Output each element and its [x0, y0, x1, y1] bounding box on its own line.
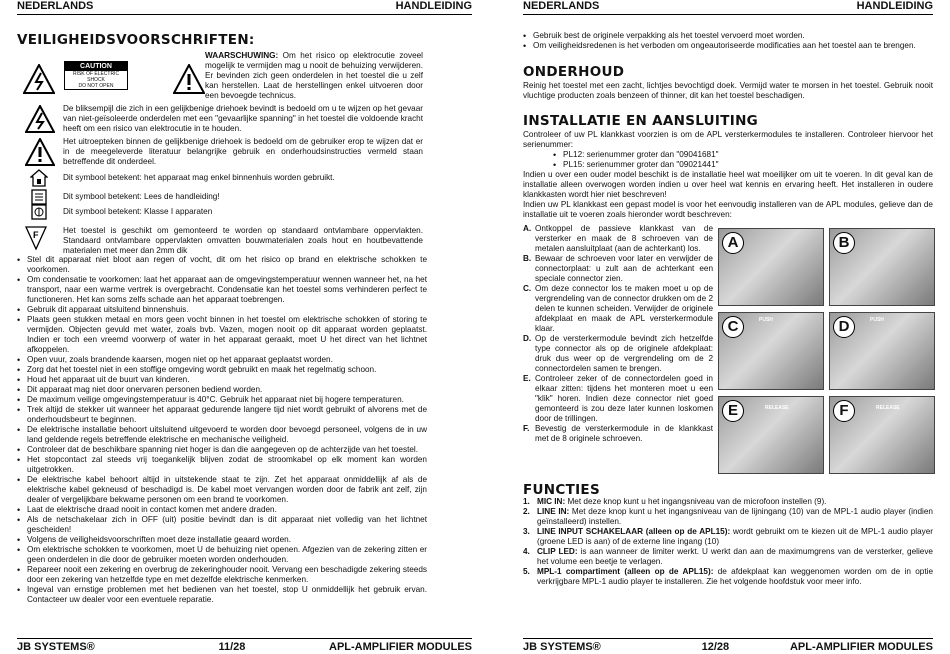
left-header [17, 0, 472, 15]
function-text: de afdekplaat kan weggenomen worden om de in optie verkrijgbare MPL-1 audio player te installeren. Zie het volgende hoofdstuk voor meer info. [537, 567, 933, 586]
step-letter: D. [523, 334, 532, 343]
lightning-icon [23, 64, 55, 94]
step-letter: A. [523, 224, 532, 233]
safety-bullet: • Zorg dat het toestel niet in een stoffige omgeving wordt gebruikt en maak het regelmatig schoon. [27, 365, 427, 375]
function-label: CLIP LED: [537, 547, 578, 556]
release-label: RELEASE [876, 405, 900, 411]
lightning-triangle-icon [25, 105, 55, 133]
right-header [523, 0, 933, 15]
serial-number-item: • PL12: serienummer groter dan "09041681" [563, 150, 933, 160]
installation-photo [718, 396, 824, 474]
step-text: Om deze connector los te maken moet u op de vergrendeling van de connector drukken om de 2 delen te kunnen scheiden. Verwijder de originele afdekplaat en maak de APL versterkermodule klaar. [535, 284, 713, 333]
installation-photo [718, 312, 824, 390]
safety-bullet: • Om condensatie te voorkomen: laat het apparaat aan de omgevingstemperatuur wennen wanneer het, na het transport, naar een warme vertrek is overgebracht. Condensatie kan het toestel soms verhinderen perfect te functioneren. Het kan soms zelfs schade aan het apparaat toebrengen. [27, 275, 427, 305]
function-body [537, 567, 933, 587]
flammable-surface-icon [25, 226, 47, 250]
safety-bullet: • Open vuur, zoals brandende kaarsen, mogen niet op het apparaat geplaatst worden. [27, 355, 427, 365]
push-label: PUSH [870, 317, 884, 323]
release-label: RELEASE [765, 405, 789, 411]
step-text: Bevestig de versterkermodule in de klankkast met de 8 originele schroeven. [535, 424, 713, 443]
installation-step [523, 284, 713, 334]
step-letter: B. [523, 254, 532, 263]
installation-photo [718, 228, 824, 306]
function-number: 3. [523, 527, 530, 536]
function-number: 4. [523, 547, 530, 556]
transport-bullet: • Gebruik best de originele verpakking als het toestel vervoerd moet worden. [533, 31, 933, 41]
function-text: is aan wanneer de limiter werkt. U werkt dan aan de maximumgrens van de versterker, gelieve het volume een beetje te verlagen. [537, 547, 933, 566]
symbol-class-text: Dit symbool betekent: Klasse I apparaten [63, 207, 213, 216]
safety-bullet: • De elektrische installatie behoort uitsluitend uitgevoerd te worden door bevoegd personeel, volgens de in uw land geldende regels betreffende elektrische en mechanische veiligheid. [27, 425, 427, 445]
function-number: 2. [523, 507, 530, 516]
warning-text: Om het risico op elektrocutie zoveel mogelijk te vermijden mag u nooit de behuizing verwijderen. Er bevinden zich geen onderdelen in het toestel die u zelf kan herstellen. Laat de herstellingen enkel uitvoeren door een bevoegde technicus. [205, 51, 423, 100]
serial-number-item: • PL15: serienummer groter dan "09021441" [563, 160, 933, 170]
installation-photos [718, 228, 933, 478]
photo-letter: C [722, 316, 744, 338]
installation-step [523, 334, 713, 374]
svg-text:F: F [33, 230, 39, 240]
header-language: NEDERLANDS [523, 0, 600, 12]
photo-letter: D [833, 316, 855, 338]
push-label: PUSH [759, 317, 773, 323]
safety-bullets [17, 255, 427, 605]
warning-label: WAARSCHUWING: [205, 51, 279, 60]
installation-photo [829, 396, 935, 474]
left-page [17, 0, 472, 654]
symbol-manual-text: Dit symbool betekent: Lees de handleiding! [63, 192, 220, 201]
safety-bullet: • Volgens de veiligheidsvoorschriften moet deze installatie geaard worden. [27, 535, 427, 545]
safety-bullet: • De maximum veilige omgevingstemperatuur is 40°C. Gebruik het apparaat niet bij hogere temperaturen. [27, 395, 427, 405]
lightning-text: De bliksempijl die zich in een gelijkbenige driehoek bevindt is bedoeld om u te wijzen op het gevaar van niet-geïsoleerde onderdelen met een "gevaarlijke spanning" in het toestel die voldoende kracht heeft om een risico van elektrocutie in te houden. [63, 104, 423, 133]
functions-list [523, 497, 933, 587]
footer-page-number: 12/28 [701, 641, 730, 653]
safety-bullet: • De elektrische kabel behoort altijd in uitstekende staat te zijn. Zet het apparaat onmiddellijk af als de elektrische kabel gekneusd of beschadigd is. De kabel moet vervangen worden door de fabrik ant zelf, zijn dealer of vergelijkbare bekwame personen om een brand te voorkomen. [27, 475, 427, 505]
safety-bullet: • Gebruik dit apparaat uitsluitend binnenshuis. [27, 305, 427, 315]
exclamation-text: Het uitroepteken binnen de gelijkbenige driehoek is bedoeld om de gebruiker erop te wijzen dat er in de meegeleverde literatuur belangrijke gebruik en onderhoudsinstructies vermeld staan betreffende dit onderdeel. [63, 137, 423, 166]
function-text: wordt gebruikt om te kiezen uit de MPL-1 audio player (groene LED is aan) of de externe line ingang (10) [537, 527, 933, 546]
transport-bullet: • Om veiligheidsredenen is het verboden om ongeautoriseerde modificaties aan het toestel aan te brengen. [533, 41, 933, 51]
installation-steps [523, 224, 713, 444]
exclamation-triangle-icon [25, 138, 55, 166]
installation-check-text: Controleer of uw PL klankkast voorzien is om de APL versterkermodules te installeren. Controleer hiervoor het serienummer: [523, 130, 933, 149]
footer-product: APL-AMPLIFIER MODULES [329, 641, 472, 653]
photo-letter: A [722, 232, 744, 254]
function-text: Met deze knop kunt u het ingangsniveau van de lijningang (10) van de MPL-1 audio player (indien geïnstalleerd) instellen. [537, 507, 933, 526]
function-label: MPL-1 compartiment (alleen op de APL15): [537, 567, 714, 576]
function-item [523, 527, 933, 547]
footer-brand: JB SYSTEMS® [523, 641, 601, 653]
header-manual: HANDLEIDING [395, 0, 472, 12]
installation-step [523, 254, 713, 284]
installation-photo [829, 312, 935, 390]
step-text: Op de versterkermodule bevindt zich hetzelfde type connector als op de originele afdekplaat: druk dus weer op de vergrendeling om de 2 connectordelen samen te brengen. [535, 334, 713, 373]
step-letter: E. [523, 374, 531, 383]
safety-bullet: • Het stopcontact zal steeds vrij toegankelijk blijven zodat de stroomkabel op elk moment kan worden uitgetrokken. [27, 455, 427, 475]
function-number: 1. [523, 497, 530, 506]
footer-brand: JB SYSTEMS® [17, 641, 95, 653]
function-item [523, 507, 933, 527]
photo-letter: B [833, 232, 855, 254]
footer-page-number: 11/28 [218, 641, 246, 653]
footer-product: APL-AMPLIFIER MODULES [789, 641, 933, 653]
function-label: MIC IN: [537, 497, 566, 506]
header-language: NEDERLANDS [17, 0, 94, 12]
warning-paragraph [205, 51, 423, 101]
function-body [537, 527, 933, 547]
function-text: Met deze knop kunt u het ingangsniveau van de microfoon instellen (9). [565, 497, 827, 506]
installation-step [523, 374, 713, 424]
symbol-flammable-text: Het toestel is geschikt om gemonteerd te worden op standaard ontvlambare oppervlakten. Standaard ontvlambare oppervlakten omvatten bouwmaterialen zoals hout en houtbevattende materialen met meer dan 2mm dik [63, 226, 423, 255]
caution-line2: DO NOT OPEN [78, 83, 114, 89]
function-label: LINE INPUT SCHAKELAAR (alleen op de APL15): [537, 527, 731, 536]
left-footer [17, 638, 472, 653]
safety-bullet: • Dit apparaat mag niet door onervaren personen bediend worden. [27, 385, 427, 395]
installation-title: INSTALLATIE EN AANSLUITING [523, 113, 759, 129]
onderhoud-text: Reinig het toestel met een zacht, lichtjes bevochtigd doek. Vermijd water te morsen in het toestel. Gebruik nooit vluchtige producten zoals benzeen of thinner, dit kan het toestel beschadigen. [523, 81, 933, 100]
function-body [537, 547, 933, 567]
onderhoud-title: ONDERHOUD [523, 64, 625, 80]
safety-bullet: • Controleer dat de beschikbare spanning niet hoger is dan die aangegeven op de achterzijde van het toestel. [27, 445, 427, 455]
right-page [523, 0, 933, 654]
symbol-indoor-text: Dit symbool betekent: het apparaat mag enkel binnenhuis worden gebruikt. [63, 173, 335, 182]
photo-letter: F [833, 400, 855, 422]
class-one-icon [30, 203, 48, 221]
caution-title: CAUTION [65, 62, 127, 71]
safety-bullet: • Plaats geen stukken metaal en mors geen vocht binnen in het toestel om elektrische schokken of storing te vermijden. Objecten gevuld met water, zoals bvb. Vazen, mogen nooit op dit apparaat worden geplaatst. Indien er toch een vreemd voorwerp of water in het apparaat geraakt, moet U het direct van het lichtnet afkoppelen. [27, 315, 427, 355]
safety-bullet: • Om elektrische schokken te voorkomen, moet U de behuizing niet openen. Afgezien van de zekering zitten er geen onderdelen in die door de gebruiker moeten worden onderhouden. [27, 545, 427, 565]
step-letter: F. [523, 424, 530, 433]
safety-bullet: • Houd het apparaat uit de buurt van kinderen. [27, 375, 427, 385]
step-letter: C. [523, 284, 532, 293]
step-text: Ontkoppel de passieve klankkast van de versterker en maak de 8 schroeven van de metalen aansluitplaat (aan de achterkant) los. [535, 224, 713, 253]
functies-title: FUNCTIES [523, 482, 600, 498]
safety-bullet: • Als de netschakelaar zich in OFF (uit) positie bevindt dan is dit apparaat niet volledig van het lichtnet gescheiden! [27, 515, 427, 535]
installation-photo [829, 228, 935, 306]
header-manual: HANDLEIDING [856, 0, 933, 12]
installation-intro [523, 130, 933, 220]
installation-suitable-text: Indien uw PL klankkast een gepast model is voor het eenvoudig installeren van de APL modules, gelieve dan de installatie uit te voeren zoals hieronder wordt beschreven: [523, 200, 933, 219]
caution-line1: RISK OF ELECTRIC SHOCK [72, 71, 120, 83]
step-text: Bewaar de schroeven voor later en verwijder de connectorplaat: u zult aan de achterkant een speciale connector zien. [535, 254, 713, 283]
function-body [537, 497, 826, 507]
installation-step [523, 224, 713, 254]
safety-bullet: • Trek altijd de stekker uit wanneer het apparaat gedurende langere tijd niet wordt gebruikt of alvorens met de onderhoudsbeurt te beginnen. [27, 405, 427, 425]
safety-bullet: • Stel dit apparaat niet bloot aan regen of vocht, dit om het risico op brand en elektrische schokken te voorkomen. [27, 255, 427, 275]
function-label: LINE IN: [537, 507, 570, 516]
exclamation-icon [173, 64, 205, 94]
safety-bullet: • Laat de elektrische draad nooit in contact komen met andere draden. [27, 505, 427, 515]
caution-label [64, 61, 128, 90]
safety-bullet: • Repareer nooit een zekering en overbrug de zekeringhouder nooit. Vervang een beschadigde zekering steeds door een zekering van hetzelfde type en met dezelfde elektrische kenmerken. [27, 565, 427, 585]
function-item [523, 497, 933, 507]
installation-step [523, 424, 713, 444]
photo-letter: E [722, 400, 744, 422]
transport-bullets [523, 31, 933, 51]
function-item [523, 567, 933, 587]
step-text: Controleer zeker of de connectordelen goed in elkaar zitten: tijdens het monteren moet u een "klik" horen. Indien deze connector niet goed gemonteerd is zou deze later kunnen loskomen door de trillingen. [535, 374, 713, 423]
function-body [537, 507, 933, 527]
indoor-use-icon [30, 169, 48, 187]
function-number: 5. [523, 567, 530, 576]
safety-bullet: • Ingeval van ernstige problemen met het bedienen van het toestel, stop U onmiddellijk het gebruik ervan. Contacteer uw dealer voor een eventuele reparatie. [27, 585, 427, 605]
installation-older-text: Indien u over een ouder model beschikt is de installatie heel wat moeilijker om uit te voeren. In dit geval kan de installatie alleen overwogen worden indien u over heel wat kennis en ervaring heeft. Het installeren in oudere klankkasten wordt hier niet beschreven! [523, 170, 933, 199]
function-item [523, 547, 933, 567]
safety-title: VEILIGHEIDSVOORSCHRIFTEN: [17, 32, 255, 48]
right-footer [523, 638, 933, 653]
